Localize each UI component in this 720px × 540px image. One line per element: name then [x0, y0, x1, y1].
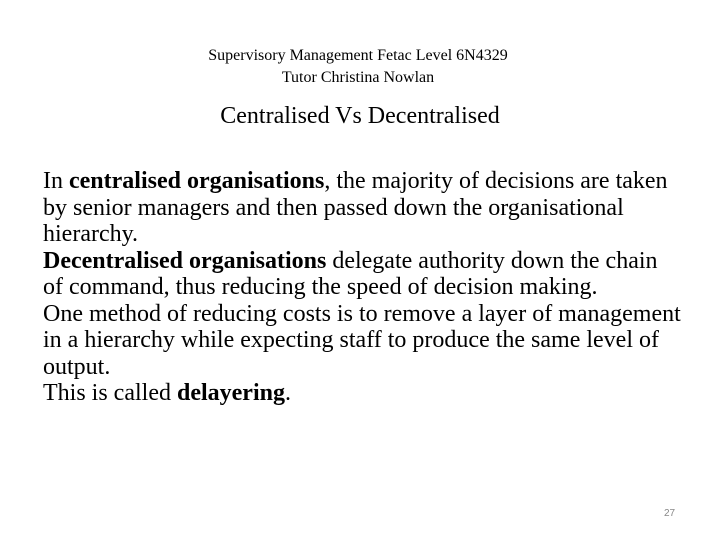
bold-term-decentralised: Decentralised organisations: [43, 247, 327, 274]
tutor-name: Tutor Christina Nowlan: [281, 69, 435, 86]
paragraph-delayering: [43, 380, 683, 407]
bold-term-centralised: centralised organisations: [69, 168, 325, 194]
slide-title: Centralised Vs Decentralised: [220, 103, 500, 129]
paragraph-text: , the majority of decisions are taken by senior managers and then passed down the organisational hierarchy.: [43, 168, 668, 247]
bold-term-delayering: delayering: [176, 380, 285, 406]
paragraph-decentralised: [43, 248, 683, 301]
paragraph-centralised: [43, 168, 683, 248]
course-title: Supervisory Management Fetac Level 6N4329: [208, 47, 508, 64]
slide-body: [43, 168, 683, 407]
paragraph-text: In: [43, 168, 69, 194]
paragraph-text: This is called: [43, 380, 177, 406]
page-number: 27: [664, 508, 676, 519]
paragraph-cost-reduction: One method of reducing costs is to remove a layer of management in a hierarchy while expecting staff to produce the same level of output.: [43, 300, 681, 380]
paragraph-text: delegate authority down the chain of command, thus reducing the speed of decision making.: [43, 247, 658, 300]
paragraph-text: .: [284, 380, 291, 406]
